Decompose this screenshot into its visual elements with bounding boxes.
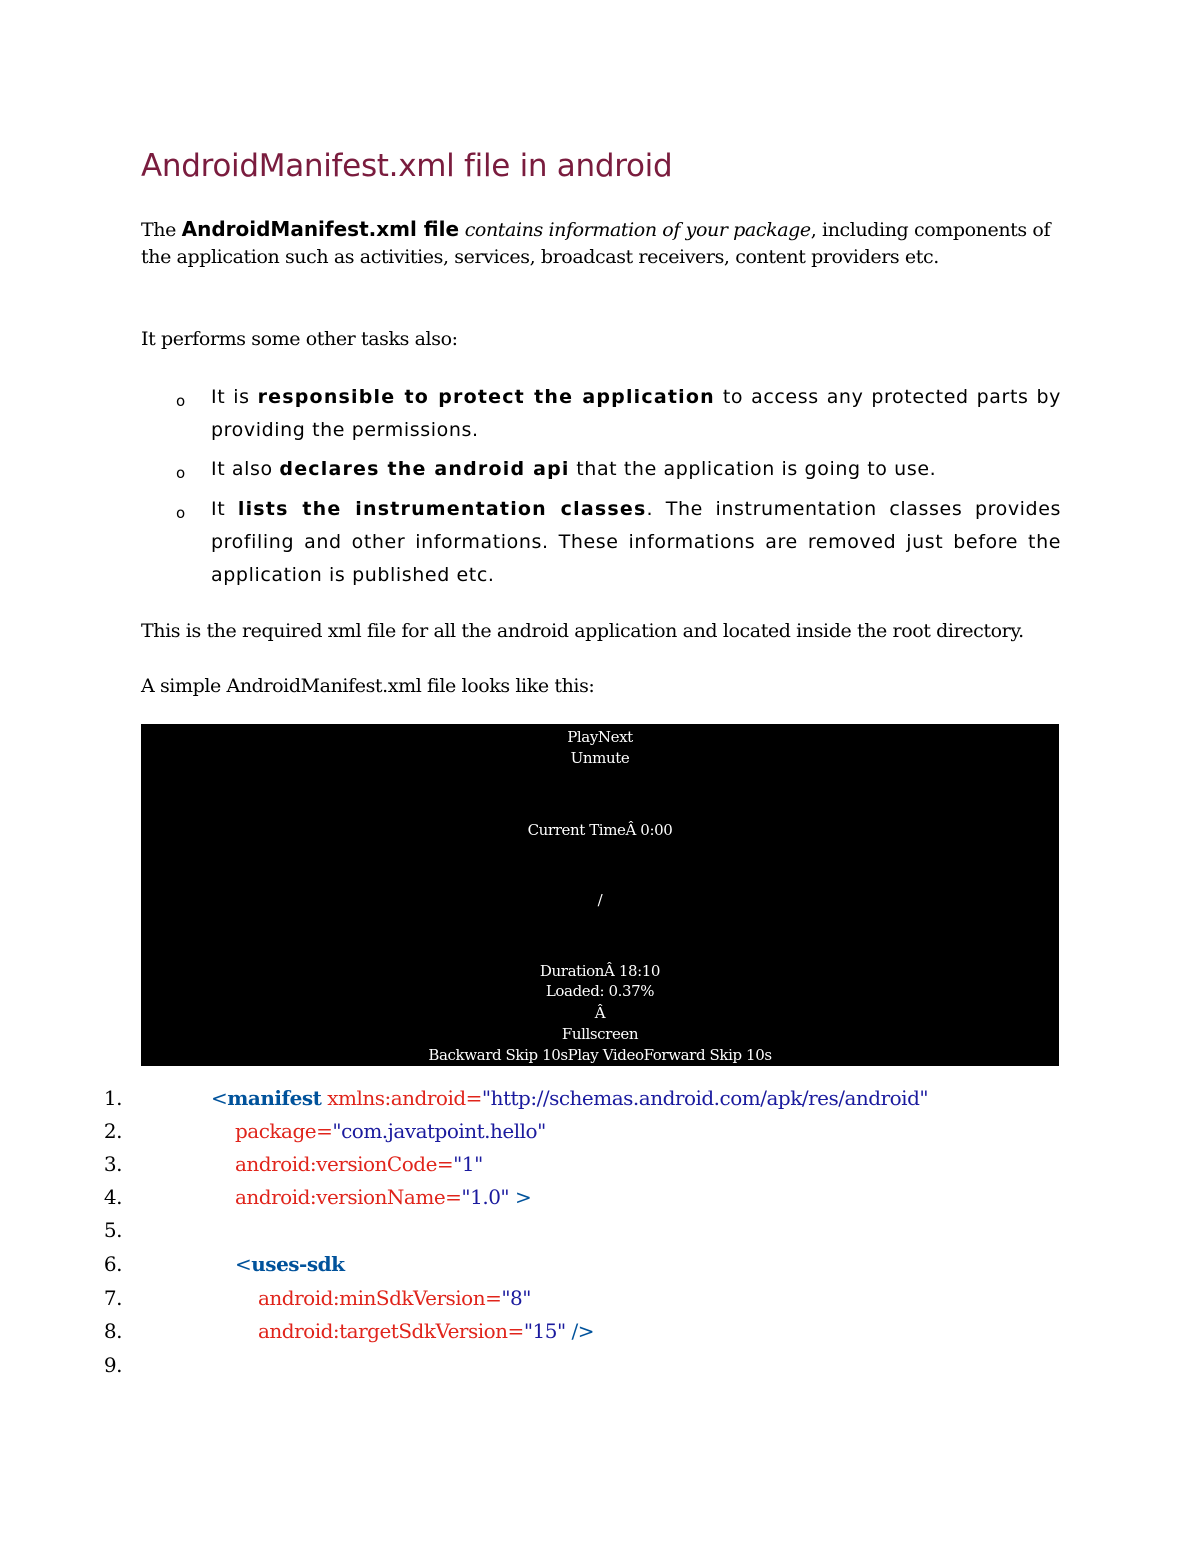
code-tag-name: manifest xyxy=(227,1086,322,1110)
bullet-pre: It is xyxy=(211,386,258,408)
code-attr: package= xyxy=(235,1119,333,1143)
bullet-post: that the application is going to use. xyxy=(569,458,937,480)
tasks-heading: It performs some other tasks also: xyxy=(141,328,458,350)
required-paragraph: This is the required xml file for all the android application and located inside the root directory. xyxy=(141,620,1024,642)
bullet-bold: declares the android api xyxy=(279,458,570,480)
bullet-marker: o xyxy=(176,504,186,522)
bullet-marker: o xyxy=(176,464,186,482)
bullet-post: . The instrumentation classes provides profiling and other informations. These informations are removed just before the application is published etc. xyxy=(211,498,1061,586)
time-separator: / xyxy=(597,891,603,909)
line-number: 4. xyxy=(103,1185,122,1209)
code-line xyxy=(0,1185,1200,1218)
code-value: "http://schemas.android.com/apk/res/android" xyxy=(481,1086,929,1110)
code-tag-open: < xyxy=(235,1252,252,1276)
video-spacer-text: Â xyxy=(594,1004,606,1022)
intro-italic: contains information of your package xyxy=(464,219,811,241)
current-time: Current TimeÂ 0:00 xyxy=(527,821,673,839)
bullet-bold: lists the instrumentation classes xyxy=(237,498,647,520)
code-attr: android:versionName= xyxy=(235,1185,462,1209)
code-line xyxy=(0,1218,1200,1251)
code-value: "1" xyxy=(453,1152,483,1176)
code-value: "8" xyxy=(501,1286,531,1310)
code-tag-name: uses-sdk xyxy=(251,1252,345,1276)
bullet-marker: o xyxy=(176,392,186,410)
bullet-item xyxy=(211,381,1061,447)
code-value: "1.0" xyxy=(461,1185,510,1209)
line-number: 2. xyxy=(103,1119,122,1143)
bullet-item xyxy=(211,493,1061,592)
code-attr: android:minSdkVersion= xyxy=(258,1286,502,1310)
code-line xyxy=(0,1152,1200,1185)
bullet-pre: It also xyxy=(211,458,280,480)
bullet-bold: responsible to protect the application xyxy=(257,386,715,408)
line-number: 1. xyxy=(103,1086,122,1110)
duration: DurationÂ 18:10 xyxy=(539,962,661,980)
code-tag-open: < xyxy=(211,1086,228,1110)
code-line xyxy=(0,1319,1200,1352)
code-tag-end: > xyxy=(509,1185,532,1209)
code-line xyxy=(0,1286,1200,1319)
intro-bold: AndroidManifest.xml file xyxy=(181,217,460,241)
code-attr: xmlns:android= xyxy=(321,1086,482,1110)
page-title: AndroidManifest.xml file in android xyxy=(141,148,673,184)
bullet-pre: It xyxy=(211,498,238,520)
code-value: "com.javatpoint.hello" xyxy=(332,1119,546,1143)
playback-controls[interactable]: Backward Skip 10sPlay VideoForward Skip 10s xyxy=(428,1046,772,1064)
code-line xyxy=(0,1252,1200,1285)
code-value: "15" xyxy=(523,1319,566,1343)
line-number: 7. xyxy=(103,1286,122,1310)
line-number: 9. xyxy=(103,1353,122,1377)
line-number: 3. xyxy=(103,1152,122,1176)
code-line xyxy=(0,1086,1200,1119)
intro-rest: , including components of the application such as activities, services, broadcast receivers, content providers etc. xyxy=(141,219,1051,268)
simple-paragraph: A simple AndroidManifest.xml file looks like this: xyxy=(141,675,595,697)
line-number: 5. xyxy=(103,1218,122,1242)
intro-the: The xyxy=(141,219,176,241)
code-attr: android:targetSdkVersion= xyxy=(258,1319,524,1343)
code-tag-end: /> xyxy=(565,1319,595,1343)
loaded-progress: Loaded: 0.37% xyxy=(545,982,655,1000)
play-next-button[interactable]: PlayNext xyxy=(567,728,633,746)
unmute-button[interactable]: Unmute xyxy=(570,749,630,767)
code-attr: android:versionCode= xyxy=(235,1152,454,1176)
video-player[interactable] xyxy=(141,724,1059,1066)
bullet-item xyxy=(211,453,1061,486)
fullscreen-button[interactable]: Fullscreen xyxy=(561,1025,639,1043)
intro-paragraph xyxy=(141,216,1061,271)
code-line xyxy=(0,1353,1200,1386)
line-number: 8. xyxy=(103,1319,122,1343)
line-number: 6. xyxy=(103,1252,122,1276)
bullet-post: to access any protected parts by providing the permissions. xyxy=(211,386,1061,441)
code-line xyxy=(0,1119,1200,1152)
